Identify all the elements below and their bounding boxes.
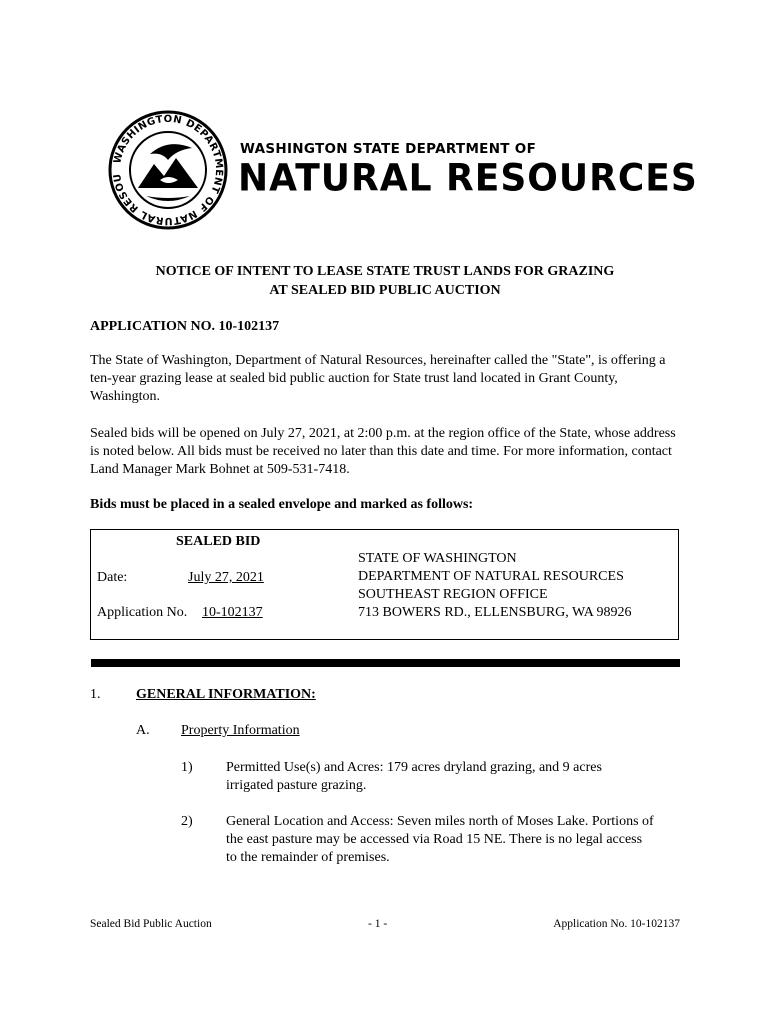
address-line: STATE OF WASHINGTON xyxy=(358,551,517,566)
agency-name: NATURAL RESOURCES xyxy=(238,157,698,201)
address-line: DEPARTMENT OF NATURAL RESOURCES xyxy=(358,569,624,584)
list-item-text: General Location and Access: Seven miles north of Moses Lake. Portions of the east pasture may be accessed via Road 15 NE. There is no legal access to the remainder of premises. xyxy=(226,814,654,865)
bid-opening-paragraph: Sealed bids will be opened on July 27, 2021, at 2:00 p.m. at the region office of the State, whose address is noted below. All bids must be received no later than this date and time. For more information, contact Land Manager Mark Bohnet at 509-531-7418. xyxy=(90,426,676,477)
footer-left: Sealed Bid Public Auction xyxy=(90,918,212,930)
bid-application-label: Application No. xyxy=(97,605,188,620)
intro-paragraph: The State of Washington, Department of Natural Resources, hereinafter called the "State", is offering a ten-year grazing lease at sealed bid public auction for State trust land located in Grant County, Washington. xyxy=(90,353,666,404)
list-item-text: Permitted Use(s) and Acres: 179 acres dryland grazing, and 9 acres irrigated pasture grazing. xyxy=(226,760,602,793)
sealed-bid-title: SEALED BID xyxy=(176,534,261,549)
section-number: 1. xyxy=(90,687,101,702)
address-line: SOUTHEAST REGION OFFICE xyxy=(358,587,548,602)
list-item-number: 2) xyxy=(181,814,193,829)
address-line: 713 BOWERS RD., ELLENSBURG, WA 98926 xyxy=(358,605,632,620)
agency-line: WASHINGTON STATE DEPARTMENT OF xyxy=(240,141,537,157)
application-heading: APPLICATION NO. 10-102137 xyxy=(90,319,280,334)
bids-instruction: Bids must be placed in a sealed envelope and marked as follows: xyxy=(90,497,474,512)
section-divider xyxy=(91,659,680,667)
subsection-title: Property Information xyxy=(181,723,300,738)
bid-date-value: July 27, 2021 xyxy=(188,570,264,585)
notice-title-line1: NOTICE OF INTENT TO LEASE STATE TRUST LANDS FOR GRAZING xyxy=(155,264,615,279)
list-item-number: 1) xyxy=(181,760,193,775)
footer-right: Application No. 10-102137 xyxy=(553,918,680,930)
notice-title-line2: AT SEALED BID PUBLIC AUCTION xyxy=(269,283,501,298)
section-title: GENERAL INFORMATION: xyxy=(136,687,316,702)
seal-ring-text: WASHINGTON DEPARTMENT OF NATURAL RESOU xyxy=(111,113,225,227)
bid-application-value: 10-102137 xyxy=(202,605,263,620)
subsection-letter: A. xyxy=(136,723,150,738)
bid-date-label: Date: xyxy=(97,570,128,585)
dnr-seal-logo xyxy=(106,108,230,232)
footer-page-number: - 1 - xyxy=(368,918,388,930)
